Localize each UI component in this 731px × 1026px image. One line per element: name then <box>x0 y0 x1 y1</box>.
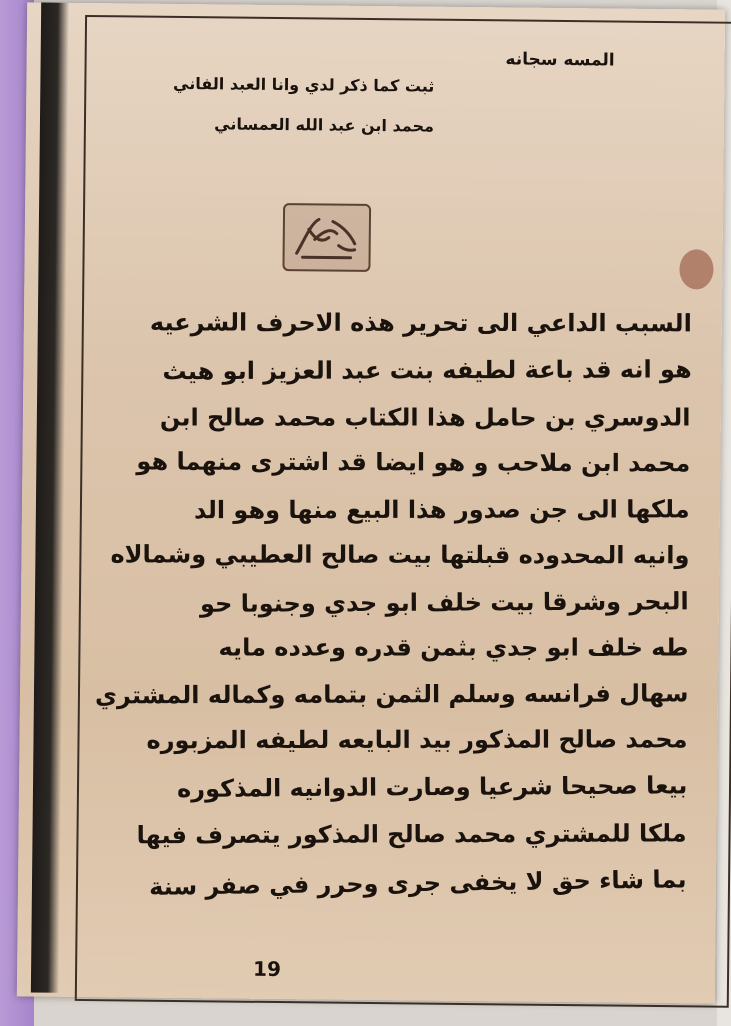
seal-stamp <box>282 203 371 272</box>
document-page <box>17 2 725 1003</box>
deed-line: ملكا للمشتري محمد صالح المذكور يتصرف فيها <box>136 819 687 850</box>
deed-line: هو انه قد باعة لطيفه بنت عبد العزيز ابو هيث <box>162 355 692 386</box>
page-number: 19 <box>252 956 282 982</box>
signatory-name: محمد ابن عبد الله العمساني <box>214 114 435 136</box>
deed-line: السبب الداعي الى تحرير هذه الاحرف الشرعيه <box>149 308 692 338</box>
attestation-line: ثبت كما ذكر لدي وانا العبد الفاني <box>173 73 435 96</box>
deed-line: البحر وشرقا بيت خلف ابو جدي وجنوبا حو <box>200 587 690 618</box>
deed-line: بما شاء حق لا يخفى جرى وحرر في صفر سنة <box>148 865 687 901</box>
deed-line: الدوسري بن حامل هذا الكتاب محمد صالح ابن <box>160 403 691 432</box>
binding-edge <box>31 3 69 993</box>
deed-line: سهال فرانسه وسلم الثمن بتمامه وكماله المشتري <box>94 679 689 710</box>
deed-line: وانيه المحدوده قبلتها بيت صالح العطيبي وشمالاه <box>110 540 690 570</box>
seal-icon <box>288 209 365 266</box>
deed-line: بيعا صحيحا شرعيا وصارت الدوانيه المذكوره <box>176 771 688 803</box>
deed-line: طه خلف ابو جدي بثمن قدره وعدده مايه <box>218 633 689 662</box>
deed-line: محمد صالح المذكور بيد البايعه لطيفه المزبوره <box>146 725 688 755</box>
deed-line: محمد ابن ملاحب و هو ايضا قد اشترى منهما هو <box>136 447 691 478</box>
deed-line: ملكها الى جن صدور هذا البيع منها وهو الد <box>194 495 690 525</box>
invocation-heading: المسه سجانه <box>505 49 615 71</box>
